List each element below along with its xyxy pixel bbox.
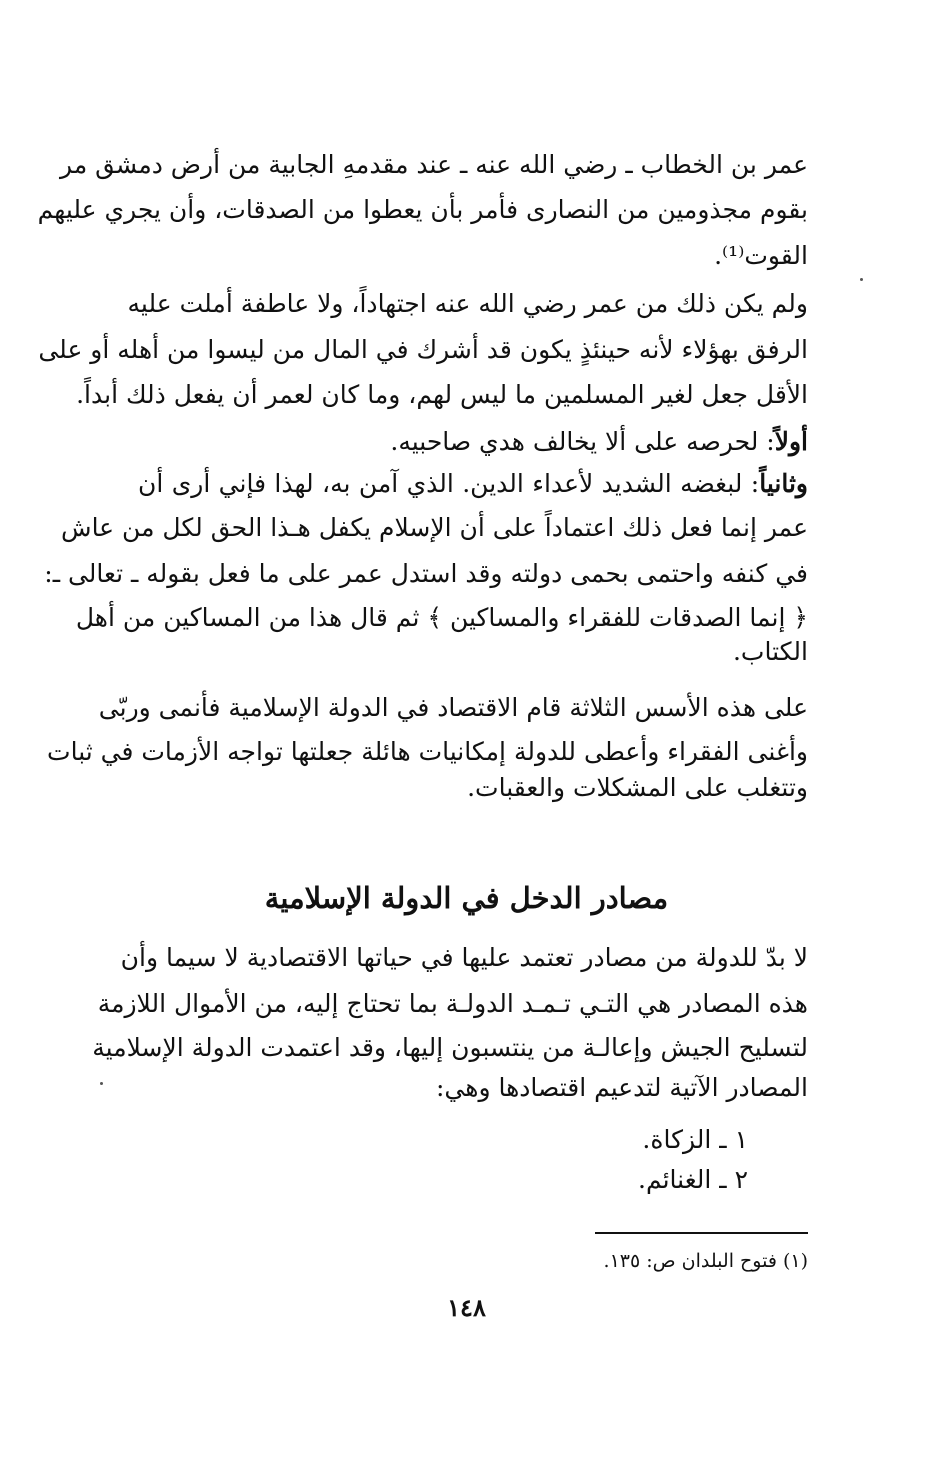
second-text: : لبغضه الشديد لأعداء الدين. الذي آمن به، لهذا فإني أرى أن bbox=[138, 469, 760, 498]
text-line: الأقل جعل لغير المسلمين ما ليس لهم، وما كان لعمر أن يفعل ذلك أبداً. bbox=[76, 380, 808, 409]
speck bbox=[100, 1082, 103, 1085]
text-line: ولم يكن ذلك من عمر رضي الله عنه اجتهاداً، ولا عاطفة أملت عليه bbox=[127, 289, 808, 318]
page-number: ١٤٨ bbox=[447, 1293, 486, 1322]
text-line: وتتغلب على المشكلات والعقبات. bbox=[467, 773, 808, 802]
text-line: عمر بن الخطاب ـ رضي الله عنه ـ عند مقدمهِ الجابية من أرض دمشق مر bbox=[60, 150, 808, 179]
speck bbox=[860, 278, 863, 281]
list-item: ١ ـ الزكاة. bbox=[642, 1125, 748, 1154]
text-line: هذه المصادر هي التـي تـمـد الدولـة بما تحتاج إليه، من الأموال اللازمة bbox=[97, 989, 808, 1018]
text-line: وأغنى الفقراء وأعطى للدولة إمكانيات هائلة جعلتها تواجه الأزمات في ثبات bbox=[47, 737, 808, 766]
text-line: لا بدّ للدولة من مصادر تعتمد عليها في حياتها الاقتصادية لا سيما وأن bbox=[120, 943, 808, 972]
first-reason bbox=[138, 422, 808, 462]
list-item: ٢ ـ الغنائم. bbox=[638, 1165, 748, 1194]
text-line: على هذه الأسس الثلاثة قام الاقتصاد في الدولة الإسلامية فأنمى وربّى bbox=[98, 693, 808, 722]
second-label: وثانياً bbox=[759, 469, 808, 498]
footnote-divider bbox=[595, 1232, 808, 1234]
first-text: : لحرصه على ألا يخالف هدي صاحبيه. bbox=[390, 427, 775, 456]
first-label: أولاً bbox=[774, 427, 808, 456]
text-line: عمر إنما فعل ذلك اعتماداً على أن الإسلام يكفل هـذا الحق لكل من عاش bbox=[61, 513, 808, 542]
text-line: الكتاب. bbox=[732, 637, 808, 666]
second-reason bbox=[138, 464, 808, 504]
text-line: القوت⁽¹⁾. bbox=[714, 241, 808, 270]
text-line: بقوم مجذومين من النصارى فأمر بأن يعطوا من الصدقات، وأن يجري عليهم bbox=[37, 195, 808, 224]
text-line: الرفق بهؤلاء لأنه حينئذٍ يكون قد أشرك في المال من ليسوا من أهله أو على bbox=[38, 335, 808, 364]
section-heading: مصادر الدخل في الدولة الإسلامية bbox=[264, 881, 669, 915]
text-line: المصادر الآتية لتدعيم اقتصادها وهي: bbox=[436, 1073, 808, 1102]
footnote: (١) فتوح البلدان ص: ١٣٥. bbox=[603, 1250, 808, 1272]
text-line: في كنفه واحتمى بحمى دولته وقد استدل عمر على ما فعل بقوله ـ تعالى ـ: bbox=[44, 559, 808, 588]
text-line: لتسليح الجيش وإعالـة من ينتسبون إليها، وقد اعتمدت الدولة الإسلامية bbox=[92, 1033, 808, 1062]
text-line: ﴿ إنما الصدقات للفقراء والمساكين ﴾ ثم قال هذا من المساكين من أهل bbox=[75, 603, 808, 632]
